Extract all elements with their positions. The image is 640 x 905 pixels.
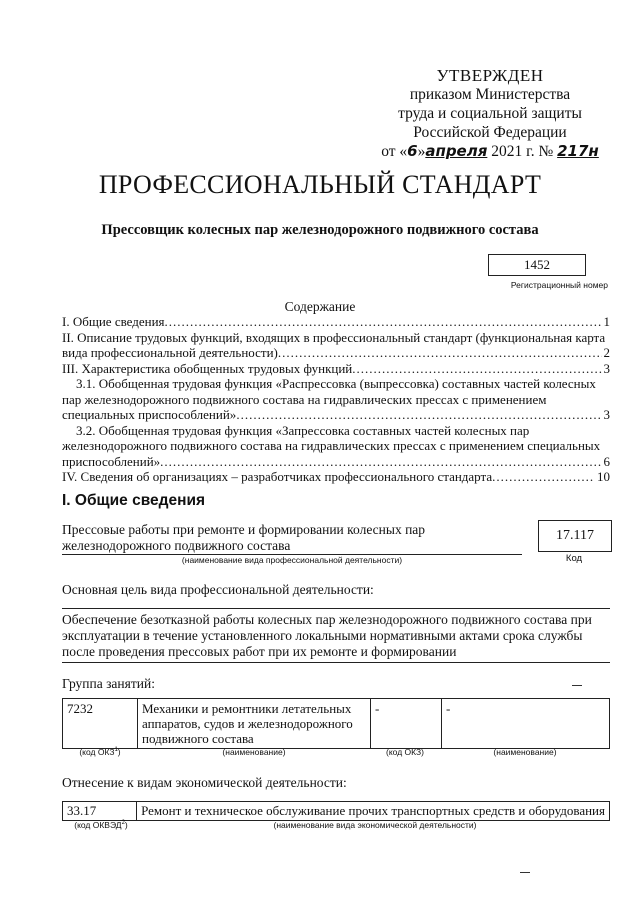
okz-code-caption-2: (код ОКЗ) [386,747,424,757]
okved-name-caption: (наименование вида экономической деятельности) [273,820,477,830]
toc-item[interactable] [62,469,610,485]
okved-code-cell: 33.17 [63,802,137,821]
toc-item[interactable] [62,314,610,330]
toc-leader [492,469,595,485]
handwritten-order-number: 217н [557,142,599,160]
economic-activity-label: Отнесение к видам экономической деятельности: [62,775,347,790]
date-prefix: от « [381,143,408,160]
date-quote: » [417,143,426,160]
okved-code-caption: (код ОКВЭД$^2$) [74,820,128,830]
registration-number-label: Регистрационный номер [510,280,608,290]
toc-item[interactable] [62,330,610,361]
goal-label: Основная цель вида профессиональной деятельности: [62,582,374,597]
approval-heading: УТВЕРЖДЕН [436,66,544,85]
toc-leader [236,407,601,423]
toc-item-page: 1 [603,314,610,329]
toc-leader [165,314,602,330]
toc-item-page: 6 [603,453,610,469]
section-heading: I. Общие сведения [62,492,206,509]
table-of-contents [62,314,610,485]
toc-heading: Содержание [284,299,356,314]
toc-item-text: приспособлений» [62,453,161,469]
okz-name-cell-2: - [442,699,610,749]
toc-item-text: пар железнодорожного подвижного состава на гидравлических прессах с применением [62,391,547,407]
toc-leader [278,345,602,361]
stray-mark [572,685,582,686]
toc-item-text: I. Общие сведения [62,314,165,329]
approval-line-ministry: приказом Министерства [409,86,571,103]
economic-activity-table [62,801,610,821]
toc-item[interactable] [62,376,610,423]
stray-mark [520,872,530,873]
date-year: 2021 г. № [491,143,554,160]
toc-item-text: 3.2. Обобщенная трудовая функция «Запрессовка составных частей колесных пар [76,422,530,438]
toc-item-text: IV. Сведения об организациях – разработчиках профессионального стандарта [62,469,493,484]
okz-name-caption-2: (наименование) [493,747,557,757]
registration-number-box: 1452 [488,254,586,276]
toc-item-text: вида профессиональной деятельности) [62,345,278,360]
toc-item-text: III. Характеристика обобщенных трудовых функций [62,360,353,376]
toc-item-text: железнодорожного подвижного состава на гидравлических прессах с применением специальных [62,438,601,453]
occupation-group-table [62,698,610,749]
toc-item-page: 2 [603,345,610,360]
activity-code-caption: Код [565,553,583,564]
approval-block [380,66,600,161]
approval-line-federation: Российской Федерации [413,124,567,141]
toc-item-page: 10 [597,469,610,484]
table-row [63,802,610,821]
toc-item-text: II. Описание трудовых функций, входящих в профессиональный стандарт (функциональная карта [62,329,606,345]
approval-line-labor: труда и социальной защиты [398,105,582,122]
occupation-group-label: Группа занятий: [62,676,155,691]
okz-code-caption: (код ОКЗ$^1$) [79,747,121,757]
toc-item-page: 3 [603,360,610,376]
activity-kind-line: Прессовые работы при ремонте и формировании колесных пар [62,522,426,537]
okz-code-cell: 7232 [63,699,138,749]
toc-leader [160,454,601,470]
document-title: ПРОФЕССИОНАЛЬНЫЙ СТАНДАРТ [98,170,542,199]
activity-code-box: 17.117 [538,520,612,552]
document-subtitle: Прессовщик колесных пар железнодорожного подвижного состава [101,222,539,238]
okz-name-caption: (наименование) [222,747,286,757]
toc-item[interactable] [62,423,610,470]
activity-kind-name [62,522,522,555]
toc-item[interactable] [62,361,610,377]
approval-date-line [380,142,600,161]
okz-code-cell-2: - [371,699,442,749]
handwritten-day: 6 [407,142,418,160]
toc-leader [352,361,601,377]
activity-kind-caption: (наименование вида профессиональной деятельности) [181,555,403,565]
okved-name-cell: Ремонт и техническое обслуживание прочих транспортных средств и оборудования [137,802,610,821]
goal-text: Обеспечение безотказной работы колесных пар железнодорожного подвижного состава при эксплуатации в течение установленного локальными нормативными актами срока службы после проведения прессовых работ при их ремонте и формировании [62,608,610,663]
handwritten-month: апреля [425,142,488,160]
okz-name-cell: Механики и ремонтники летательных аппаратов, судов и железнодорожного подвижного состава [138,699,371,749]
table-row [63,699,610,749]
toc-item-text: специальных приспособлений» [62,407,237,422]
activity-kind-line: железнодорожного подвижного состава [62,538,291,553]
toc-item-text: 3.1. Обобщенная трудовая функция «Распрессовка (выпрессовка) составных частей колесных [76,376,596,391]
toc-item-page: 3 [603,407,610,422]
